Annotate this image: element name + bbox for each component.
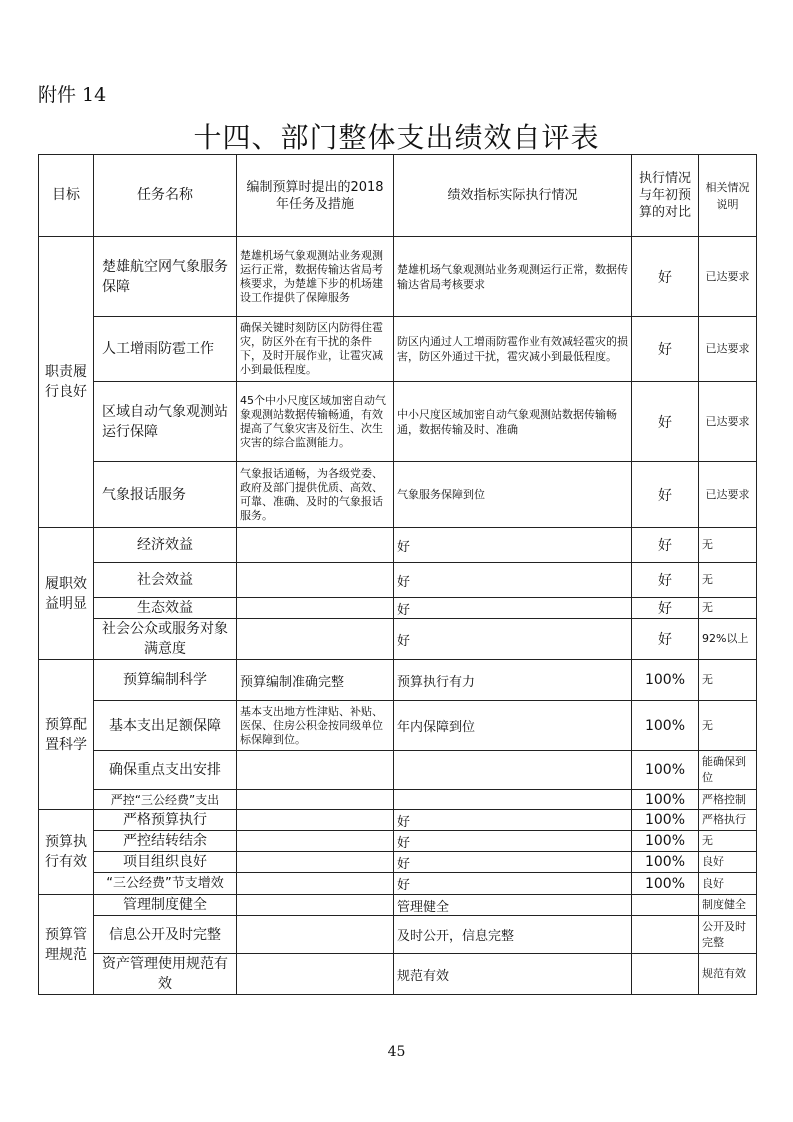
task-comparison: 好 xyxy=(632,462,699,528)
task-comparison: 好 xyxy=(632,619,699,660)
task-measures xyxy=(237,563,394,598)
task-comparison: 100% xyxy=(632,852,699,873)
task-measures: 气象报话通畅，为各级党委、政府及部门提供优质、高效、可靠、准确、及时的气象报话服务。 xyxy=(237,462,394,528)
task-measures xyxy=(237,852,394,873)
table-row xyxy=(39,831,757,852)
task-performance: 好 xyxy=(394,619,632,660)
task-name: 信息公开及时完整 xyxy=(94,916,237,954)
header-goal: 目标 xyxy=(39,155,94,237)
task-notes: 已达要求 xyxy=(699,462,757,528)
task-measures: 45个中小尺度区域加密自动气象观测站数据传输畅通，有效提高了气象灾害及衍生、次生灾害的综合监测能力。 xyxy=(237,382,394,462)
task-performance: 防区内通过人工增雨防雹作业有效减轻雹灾的损害，防区外通过干扰，雹灾减小到最低程度。 xyxy=(394,317,632,382)
task-notes: 良好 xyxy=(699,873,757,895)
task-name: 区域自动气象观测站运行保障 xyxy=(94,382,237,462)
task-name: 确保重点支出安排 xyxy=(94,751,237,790)
task-name: 严控“三公经费”支出 xyxy=(94,790,237,810)
table-row xyxy=(39,528,757,563)
page-title: 十四、部门整体支出绩效自评表 xyxy=(193,121,600,154)
group-name: 预算管理规范 xyxy=(39,895,94,995)
task-notes: 无 xyxy=(699,831,757,852)
task-notes: 无 xyxy=(699,701,757,751)
task-comparison: 100% xyxy=(632,873,699,895)
task-name: 预算编制科学 xyxy=(94,660,237,701)
table-row xyxy=(39,810,757,831)
table-row xyxy=(39,895,757,916)
task-performance: 预算执行有力 xyxy=(394,660,632,701)
task-comparison: 好 xyxy=(632,382,699,462)
table-row xyxy=(39,701,757,751)
task-name: 社会公众或服务对象满意度 xyxy=(94,619,237,660)
task-comparison: 好 xyxy=(632,528,699,563)
task-name: 管理制度健全 xyxy=(94,895,237,916)
task-comparison: 100% xyxy=(632,701,699,751)
task-performance: 气象服务保障到位 xyxy=(394,462,632,528)
task-name: 社会效益 xyxy=(94,563,237,598)
group-name: 履职效益明显 xyxy=(39,528,94,660)
task-performance: 及时公开，信息完整 xyxy=(394,916,632,954)
task-notes: 已达要求 xyxy=(699,382,757,462)
task-measures xyxy=(237,790,394,810)
task-notes: 规范有效 xyxy=(699,954,757,995)
task-name: 严格预算执行 xyxy=(94,810,237,831)
table-row xyxy=(39,790,757,810)
task-name: “三公经费”节支增效 xyxy=(94,873,237,895)
header-row xyxy=(39,155,757,237)
task-notes: 无 xyxy=(699,660,757,701)
task-measures xyxy=(237,619,394,660)
task-name: 生态效益 xyxy=(94,598,237,619)
task-performance: 管理健全 xyxy=(394,895,632,916)
task-comparison: 100% xyxy=(632,660,699,701)
task-measures: 预算编制准确完整 xyxy=(237,660,394,701)
task-performance: 好 xyxy=(394,528,632,563)
task-notes: 已达要求 xyxy=(699,237,757,317)
task-notes: 严格控制 xyxy=(699,790,757,810)
task-measures xyxy=(237,916,394,954)
task-comparison: 好 xyxy=(632,563,699,598)
task-name: 资产管理使用规范有效 xyxy=(94,954,237,995)
header-notes: 相关情况说明 xyxy=(699,155,757,237)
task-notes: 严格执行 xyxy=(699,810,757,831)
task-notes: 能确保到位 xyxy=(699,751,757,790)
task-comparison: 好 xyxy=(632,598,699,619)
task-comparison: 100% xyxy=(632,831,699,852)
task-notes: 公开及时完整 xyxy=(699,916,757,954)
task-performance: 年内保障到位 xyxy=(394,701,632,751)
task-performance: 中小尺度区域加密自动气象观测站数据传输畅通，数据传输及时、准确 xyxy=(394,382,632,462)
header-task: 任务名称 xyxy=(94,155,237,237)
task-performance: 规范有效 xyxy=(394,954,632,995)
table-row xyxy=(39,462,757,528)
table-row xyxy=(39,852,757,873)
task-performance: 好 xyxy=(394,852,632,873)
task-measures xyxy=(237,810,394,831)
task-measures xyxy=(237,831,394,852)
task-name: 人工增雨防雹工作 xyxy=(94,317,237,382)
task-comparison: 100% xyxy=(632,810,699,831)
page-number: 45 xyxy=(387,1044,406,1060)
group-name: 预算配置科学 xyxy=(39,660,94,810)
table-row xyxy=(39,317,757,382)
header-performance: 绩效指标实际执行情况 xyxy=(394,155,632,237)
task-measures: 基本支出地方性津贴、补贴、医保、住房公积金按同级单位标保障到位。 xyxy=(237,701,394,751)
task-notes: 已达要求 xyxy=(699,317,757,382)
task-performance: 好 xyxy=(394,831,632,852)
task-performance: 好 xyxy=(394,873,632,895)
task-name: 经济效益 xyxy=(94,528,237,563)
task-measures xyxy=(237,873,394,895)
header-comparison: 执行情况与年初预算的对比 xyxy=(632,155,699,237)
task-name: 气象报话服务 xyxy=(94,462,237,528)
task-comparison: 好 xyxy=(632,317,699,382)
task-notes: 92%以上 xyxy=(699,619,757,660)
task-performance xyxy=(394,790,632,810)
task-measures xyxy=(237,895,394,916)
task-name: 严控结转结余 xyxy=(94,831,237,852)
task-measures xyxy=(237,528,394,563)
task-measures xyxy=(237,751,394,790)
table-row xyxy=(39,598,757,619)
table-row xyxy=(39,660,757,701)
task-comparison: 100% xyxy=(632,751,699,790)
task-comparison xyxy=(632,954,699,995)
task-performance: 好 xyxy=(394,598,632,619)
table-row xyxy=(39,873,757,895)
task-name: 项目组织良好 xyxy=(94,852,237,873)
header-measures: 编制预算时提出的2018 年任务及措施 xyxy=(237,155,394,237)
table-row xyxy=(39,382,757,462)
task-performance: 楚雄机场气象观测站业务观测运行正常，数据传输达省局考核要求 xyxy=(394,237,632,317)
task-comparison xyxy=(632,916,699,954)
task-comparison xyxy=(632,895,699,916)
task-measures: 确保关键时刻防区内防得住雹灾，防区外在有干扰的条件下，及时开展作业，让雹灾减小到最低程度。 xyxy=(237,317,394,382)
task-name: 楚雄航空网气象服务保障 xyxy=(94,237,237,317)
task-comparison: 100% xyxy=(632,790,699,810)
task-performance xyxy=(394,751,632,790)
table-row xyxy=(39,563,757,598)
table-row xyxy=(39,916,757,954)
task-performance: 好 xyxy=(394,810,632,831)
task-measures xyxy=(237,954,394,995)
attachment-label: 附件 14 xyxy=(38,84,107,106)
task-notes: 无 xyxy=(699,528,757,563)
task-name: 基本支出足额保障 xyxy=(94,701,237,751)
table-row xyxy=(39,751,757,790)
task-notes: 无 xyxy=(699,563,757,598)
group-name: 预算执行有效 xyxy=(39,810,94,895)
group-name: 职责履行良好 xyxy=(39,237,94,528)
task-performance: 好 xyxy=(394,563,632,598)
table-row xyxy=(39,954,757,995)
performance-table xyxy=(38,154,757,995)
table-row xyxy=(39,619,757,660)
table-row xyxy=(39,237,757,317)
task-notes: 良好 xyxy=(699,852,757,873)
task-measures xyxy=(237,598,394,619)
task-measures: 楚雄机场气象观测站业务观测运行正常，数据传输达省局考核要求，为楚雄下步的机场建设工作提供了保障服务 xyxy=(237,237,394,317)
task-comparison: 好 xyxy=(632,237,699,317)
task-notes: 无 xyxy=(699,598,757,619)
task-notes: 制度健全 xyxy=(699,895,757,916)
